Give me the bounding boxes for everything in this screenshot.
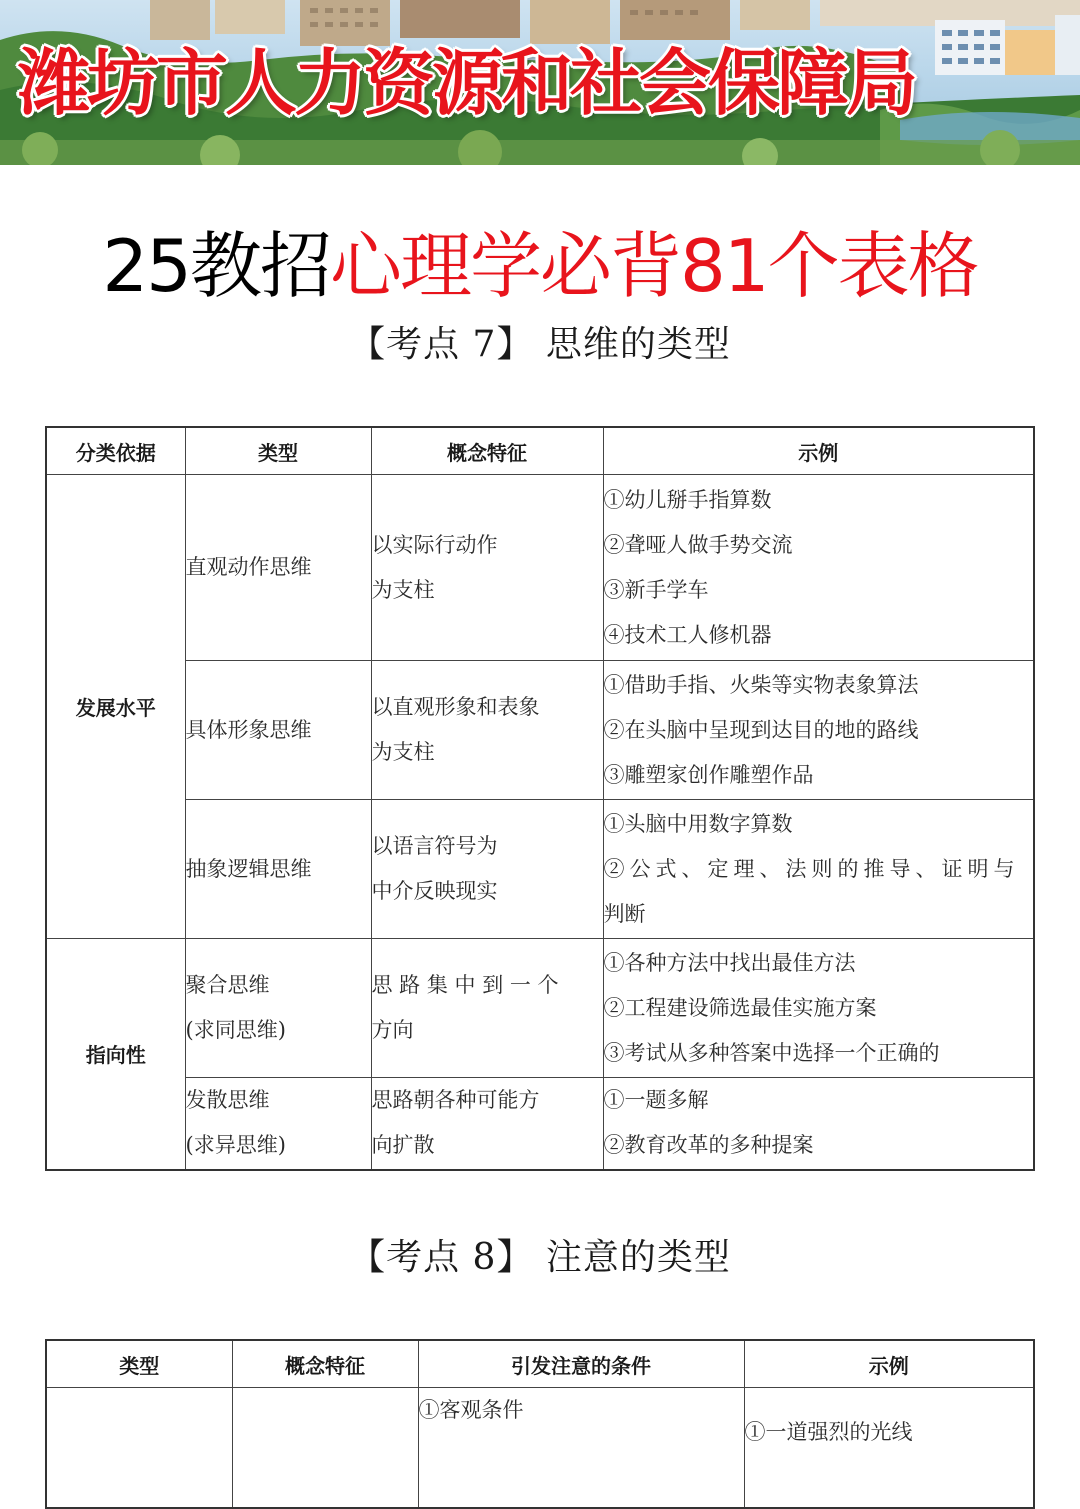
example-line: ④技术工人修机器 xyxy=(603,622,772,647)
feature-cell xyxy=(371,661,603,800)
column-header: 类型 xyxy=(185,427,371,475)
type-line: 直观动作思维 xyxy=(185,555,312,579)
examples-cell xyxy=(603,475,1034,661)
banner-title: 潍坊市人力资源和社会保障局 xyxy=(18,41,916,125)
example-line: ③新手学车 xyxy=(603,577,709,602)
example-line: ①借助手指、火柴等实物表象算法 xyxy=(603,672,919,697)
table-row xyxy=(46,475,1034,661)
example-line: ②工程建设筛选最佳实施方案 xyxy=(603,995,877,1020)
type-cell xyxy=(185,661,371,800)
feature-line: 为支柱 xyxy=(371,740,435,764)
thinking-types-table xyxy=(45,426,1035,1171)
type-line: 具体形象思维 xyxy=(185,717,312,742)
example-line: ③雕塑家创作雕塑作品 xyxy=(603,762,814,787)
section-7-title: 【考点 7】 思维的类型 xyxy=(349,324,731,365)
feature-cell xyxy=(371,1078,603,1170)
attention-types-table xyxy=(45,1339,1035,1509)
column-header: 引发注意的条件 xyxy=(418,1340,744,1388)
table-row xyxy=(46,1388,1034,1508)
type-line: (求异思维) xyxy=(185,1133,286,1158)
example-line: ①头脑中用数字算数 xyxy=(603,811,793,836)
page-title-prefix: 25教招 xyxy=(102,224,330,308)
feature-line: 以语言符号为 xyxy=(371,834,498,858)
examples-cell xyxy=(603,800,1034,939)
type-cell xyxy=(185,475,371,661)
feature-line: 以直观形象和表象 xyxy=(371,695,540,719)
example-line: ①一道强烈的光线 xyxy=(744,1420,913,1444)
examples-cell xyxy=(603,1078,1034,1170)
page-title xyxy=(0,220,1080,312)
example-line: ①幼儿掰手指算数 xyxy=(603,487,772,512)
type-line: 抽象逻辑思维 xyxy=(185,856,312,881)
example-line: ①各种方法中找出最佳方法 xyxy=(603,950,856,975)
example-line: ②聋哑人做手势交流 xyxy=(603,532,793,557)
column-header: 概念特征 xyxy=(371,427,603,475)
examples-cell xyxy=(744,1388,1034,1508)
condition-cell xyxy=(418,1388,744,1508)
table-row xyxy=(46,661,1034,800)
column-header: 概念特征 xyxy=(232,1340,418,1388)
feature-cell xyxy=(232,1388,418,1508)
feature-line: 中介反映现实 xyxy=(371,879,498,903)
feature-cell xyxy=(371,800,603,939)
feature-line: 思路朝各种可能方 xyxy=(371,1088,540,1113)
example-line: 判断 xyxy=(603,901,646,926)
table-row xyxy=(46,1078,1034,1170)
feature-line: 思 路 集 中 到 一 个 xyxy=(371,973,559,997)
column-header: 示例 xyxy=(603,427,1034,475)
type-line: 发散思维 xyxy=(185,1088,270,1113)
table-header-row xyxy=(46,427,1034,475)
feature-line: 向扩散 xyxy=(371,1133,435,1158)
feature-line: 方向 xyxy=(371,1018,414,1042)
feature-cell xyxy=(371,475,603,661)
column-header: 示例 xyxy=(744,1340,1034,1388)
column-header: 类型 xyxy=(46,1340,232,1388)
examples-cell xyxy=(603,661,1034,800)
example-line: ②公式、定理、法则的推导、证明与 xyxy=(603,856,1020,881)
examples-cell xyxy=(603,939,1034,1078)
section-8-title: 【考点 8】 注意的类型 xyxy=(349,1237,731,1278)
type-cell xyxy=(185,1078,371,1170)
table-header-row xyxy=(46,1340,1034,1388)
feature-cell xyxy=(371,939,603,1078)
column-header: 分类依据 xyxy=(46,427,185,475)
example-line: ②在头脑中呈现到达目的地的路线 xyxy=(603,717,919,742)
header-banner xyxy=(0,0,1080,165)
type-line: 聚合思维 xyxy=(185,973,270,997)
basis-cell: 发展水平 xyxy=(46,475,185,939)
type-cell xyxy=(185,800,371,939)
example-line: ①一题多解 xyxy=(603,1088,709,1113)
table-row xyxy=(46,939,1034,1078)
type-cell xyxy=(185,939,371,1078)
feature-line: 为支柱 xyxy=(371,577,435,602)
type-cell xyxy=(46,1388,232,1508)
page-title-highlight: 心理学必背81个表格 xyxy=(330,224,978,308)
basis-cell: 指向性 xyxy=(46,939,185,1170)
example-line: ③考试从多种答案中选择一个正确的 xyxy=(603,1040,940,1065)
table-row xyxy=(46,800,1034,939)
example-line: ②教育改革的多种提案 xyxy=(603,1133,814,1158)
type-line: (求同思维) xyxy=(185,1018,286,1042)
feature-line: 以实际行动作 xyxy=(371,532,498,557)
condition-line: ①客观条件 xyxy=(418,1398,524,1422)
